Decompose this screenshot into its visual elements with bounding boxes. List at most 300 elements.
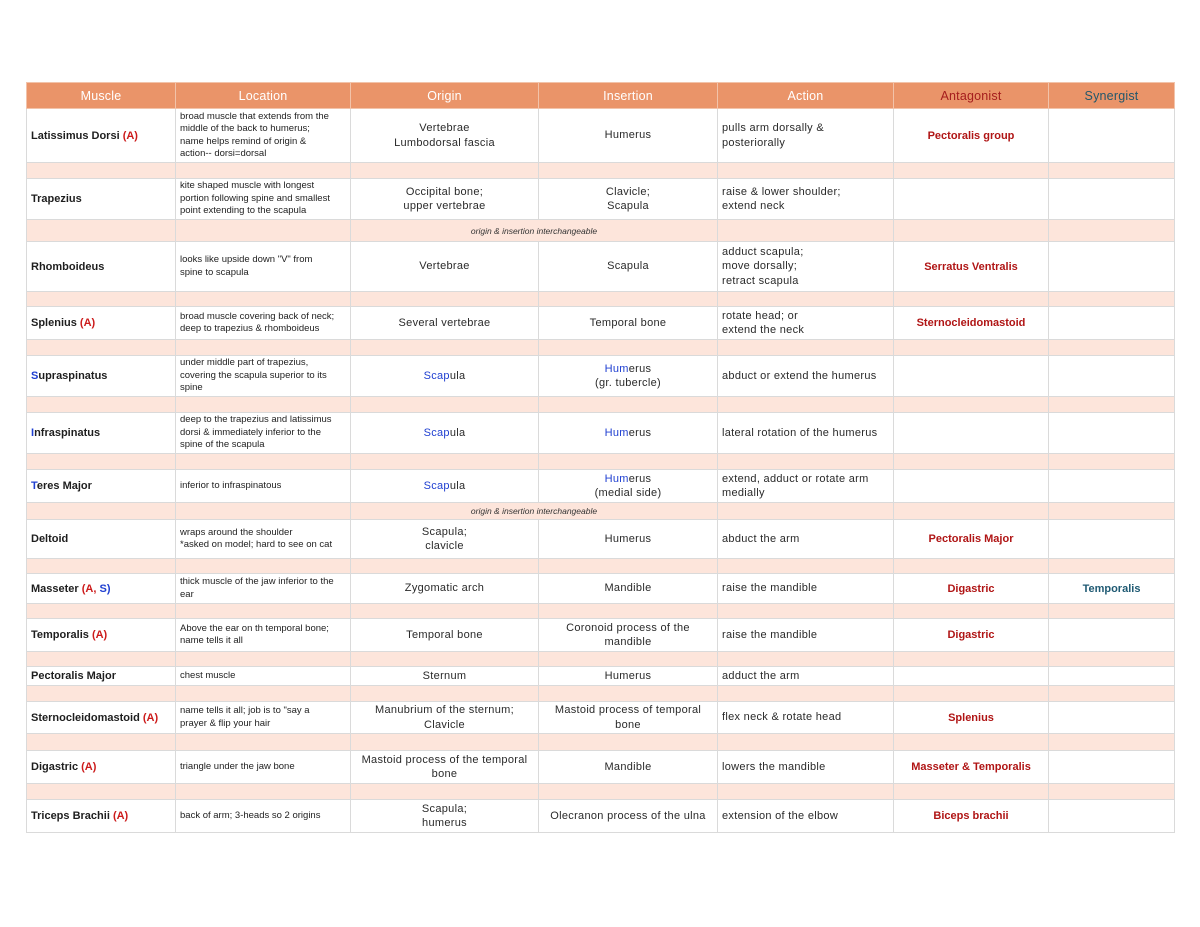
- spacer-cell: [894, 652, 1049, 667]
- muscle-table: [26, 82, 1175, 833]
- spacer-cell: [27, 604, 176, 619]
- origin-cell: [351, 574, 539, 604]
- muscle-highlight: I: [31, 427, 35, 439]
- action-text: abduct or extend the humerus: [722, 369, 877, 382]
- muscle-row: [27, 619, 1175, 652]
- muscle-row: [27, 574, 1175, 604]
- muscle-highlight: T: [31, 480, 37, 492]
- muscle-highlight: (A): [122, 129, 138, 142]
- spacer-cell: [1049, 163, 1175, 179]
- insertion-cell: [539, 242, 718, 292]
- spacer-cell: [176, 686, 351, 702]
- synergist-cell: [1049, 109, 1175, 163]
- location-text: under middle part of trapezius, covering the scapula superior to its spine: [180, 357, 327, 394]
- action-cell: [718, 702, 894, 734]
- origin-text: Mastoid process of the temporal bone: [361, 753, 528, 780]
- origin-cell: [351, 702, 539, 734]
- spacer-cell: [718, 340, 894, 356]
- location-cell: [176, 574, 351, 604]
- spacer-cell: [27, 292, 176, 307]
- antagonist-cell: [894, 470, 1049, 503]
- location-cell: [176, 619, 351, 652]
- location-cell: [176, 702, 351, 734]
- spacer-cell: [539, 734, 718, 751]
- spacer-cell: [351, 559, 539, 574]
- spacer-cell: [351, 604, 539, 619]
- interchangeable-note: origin & insertion interchangeable: [351, 220, 718, 242]
- action-cell: [718, 242, 894, 292]
- antagonist-cell: [894, 413, 1049, 454]
- origin-cell: [351, 356, 539, 397]
- spacer-cell: [718, 734, 894, 751]
- action-text: rotate head; or extend the neck: [722, 309, 805, 336]
- muscle-highlight: S): [99, 582, 111, 595]
- muscle-highlight: (A,: [81, 582, 100, 595]
- spacer-row: [27, 397, 1175, 413]
- insertion-text: Olecranon process of the ulna: [550, 809, 706, 822]
- spacer-cell: [351, 397, 539, 413]
- header-insertion: Insertion: [539, 83, 718, 109]
- muscle-text: nfraspinatus: [34, 427, 101, 439]
- synergist-cell: [1049, 520, 1175, 559]
- spacer-cell: [176, 163, 351, 179]
- insertion-text: Mandible: [604, 760, 652, 773]
- antagonist-cell: [894, 242, 1049, 292]
- muscle-row: [27, 667, 1175, 686]
- spacer-row: [27, 454, 1175, 470]
- origin-cell: [351, 307, 539, 340]
- spacer-cell: [894, 397, 1049, 413]
- location-cell: [176, 800, 351, 833]
- spacer-cell: [176, 652, 351, 667]
- synergist-cell: [1049, 307, 1175, 340]
- spacer-row: [27, 604, 1175, 619]
- origin-cell: [351, 751, 539, 784]
- location-text: chest muscle: [180, 669, 236, 681]
- spacer-row: [27, 734, 1175, 751]
- origin-cell: [351, 800, 539, 833]
- action-cell: [718, 413, 894, 454]
- spacer-cell: [27, 686, 176, 702]
- antagonist-text: Digastric: [947, 582, 995, 595]
- muscle-row: [27, 242, 1175, 292]
- insertion-text: Humerus: [604, 129, 652, 142]
- antagonist-cell: [894, 619, 1049, 652]
- antagonist-cell: [894, 667, 1049, 686]
- origin-cell: [351, 619, 539, 652]
- spacer-cell: [539, 454, 718, 470]
- location-text: broad muscle covering back of neck; deep to trapezius & rhomboideus: [180, 310, 335, 334]
- spacer-cell: [539, 163, 718, 179]
- antagonist-cell: [894, 800, 1049, 833]
- location-text: deep to the trapezius and latissimus dorsi & immediately inferior to the spine of the scapula: [180, 414, 332, 451]
- muscle-cell: [27, 242, 176, 292]
- location-cell: [176, 667, 351, 686]
- spacer-cell: [27, 340, 176, 356]
- spacer-cell: [718, 559, 894, 574]
- action-cell: [718, 619, 894, 652]
- action-cell: [718, 179, 894, 220]
- origin-text: Zygomatic arch: [404, 582, 485, 595]
- insertion-cell: [539, 413, 718, 454]
- action-text: adduct the arm: [722, 669, 800, 682]
- spacer-cell: [539, 397, 718, 413]
- spacer-cell: [718, 686, 894, 702]
- action-text: raise the mandible: [722, 582, 818, 595]
- spacer-cell: [539, 559, 718, 574]
- spacer-row: [27, 784, 1175, 800]
- insertion-cell: [539, 667, 718, 686]
- spacer-cell: [539, 604, 718, 619]
- antagonist-cell: [894, 356, 1049, 397]
- spacer-cell: [1049, 397, 1175, 413]
- spacer-cell: [176, 292, 351, 307]
- spacer-row: [27, 163, 1175, 179]
- location-cell: [176, 520, 351, 559]
- origin-text: ula: [449, 426, 466, 439]
- muscle-text: Temporalis: [31, 629, 92, 641]
- insertion-text: erus: [628, 426, 652, 439]
- spacer-row: [27, 559, 1175, 574]
- origin-text: Vertebrae: [419, 260, 470, 273]
- antagonist-cell: [894, 702, 1049, 734]
- antagonist-text: Pectoralis group: [927, 129, 1015, 142]
- muscle-text: Trapezius: [31, 193, 82, 205]
- interchangeable-note: origin & insertion interchangeable: [351, 503, 718, 520]
- spacer-cell: [718, 652, 894, 667]
- insertion-highlight: Hum: [604, 426, 629, 439]
- spacer-cell: [176, 340, 351, 356]
- location-text: back of arm; 3-heads so 2 origins: [180, 809, 321, 821]
- spacer-cell: [539, 652, 718, 667]
- spacer-cell: [718, 163, 894, 179]
- spacer-cell: [1049, 503, 1175, 520]
- spacer-cell: [351, 454, 539, 470]
- insertion-text: Coronoid process of the mandible: [566, 621, 690, 648]
- origin-text: ula: [449, 369, 466, 382]
- origin-cell: [351, 109, 539, 163]
- spacer-cell: [1049, 292, 1175, 307]
- muscle-text: eres Major: [36, 480, 92, 492]
- muscle-row: [27, 413, 1175, 454]
- spacer-cell: [894, 340, 1049, 356]
- location-text: wraps around the shoulder *asked on model; hard to see on cat: [180, 526, 333, 550]
- location-cell: [176, 751, 351, 784]
- spacer-row: [27, 652, 1175, 667]
- antagonist-cell: [894, 179, 1049, 220]
- action-cell: [718, 751, 894, 784]
- origin-text: Occipital bone; upper vertebrae: [403, 185, 486, 212]
- muscle-row: [27, 470, 1175, 503]
- location-text: looks like upside down "V" from spine to scapula: [180, 254, 313, 278]
- muscle-row: [27, 109, 1175, 163]
- action-text: abduct the arm: [722, 532, 800, 545]
- header-synergist: Synergist: [1049, 83, 1175, 109]
- origin-text: Manubrium of the sternum; Clavicle: [375, 704, 514, 731]
- muscle-text: Rhomboideus: [31, 260, 105, 273]
- origin-cell: [351, 413, 539, 454]
- antagonist-cell: [894, 574, 1049, 604]
- antagonist-cell: [894, 751, 1049, 784]
- synergist-cell: [1049, 470, 1175, 503]
- insertion-cell: [539, 109, 718, 163]
- muscle-cell: [27, 109, 176, 163]
- muscle-highlight: (A): [81, 761, 97, 773]
- spacer-cell: [894, 220, 1049, 242]
- muscle-text: Deltoid: [31, 533, 69, 545]
- spacer-row: [27, 292, 1175, 307]
- spacer-cell: [718, 454, 894, 470]
- muscle-highlight: (A): [79, 317, 96, 329]
- spacer-cell: [894, 734, 1049, 751]
- origin-cell: [351, 520, 539, 559]
- location-cell: [176, 307, 351, 340]
- action-cell: [718, 520, 894, 559]
- spacer-cell: [1049, 652, 1175, 667]
- spacer-cell: [1049, 340, 1175, 356]
- antagonist-text: Digastric: [947, 629, 995, 641]
- spacer-row: [27, 503, 1175, 520]
- insertion-cell: [539, 470, 718, 503]
- location-text: thick muscle of the jaw inferior to the ear: [180, 576, 334, 600]
- insertion-text: erus (gr. tubercle): [595, 362, 661, 389]
- spacer-cell: [539, 340, 718, 356]
- muscle-cell: [27, 179, 176, 220]
- header-origin: Origin: [351, 83, 539, 109]
- spacer-cell: [351, 686, 539, 702]
- muscle-row: [27, 751, 1175, 784]
- synergist-text: Temporalis: [1082, 582, 1141, 595]
- insertion-cell: [539, 356, 718, 397]
- action-text: extension of the elbow: [722, 809, 839, 822]
- antagonist-cell: [894, 109, 1049, 163]
- origin-text: ula: [449, 479, 466, 492]
- location-text: triangle under the jaw bone: [180, 760, 295, 772]
- origin-text: Several vertebrae: [398, 316, 491, 329]
- insertion-text: Mastoid process of temporal bone: [554, 704, 702, 731]
- spacer-row: [27, 220, 1175, 242]
- spacer-cell: [718, 292, 894, 307]
- spacer-cell: [1049, 604, 1175, 619]
- spacer-cell: [539, 784, 718, 800]
- location-text: inferior to infraspinatous: [180, 479, 282, 491]
- spacer-cell: [27, 397, 176, 413]
- muscle-cell: [27, 702, 176, 734]
- insertion-text: Humerus: [604, 669, 652, 682]
- spacer-cell: [351, 292, 539, 307]
- spacer-cell: [539, 292, 718, 307]
- insertion-highlight: Hum: [604, 472, 629, 485]
- muscle-cell: [27, 751, 176, 784]
- antagonist-cell: [894, 307, 1049, 340]
- spacer-cell: [894, 503, 1049, 520]
- insertion-cell: [539, 800, 718, 833]
- muscle-text: Digastric: [31, 761, 82, 773]
- muscle-text: Sternocleidomastoid: [31, 711, 143, 724]
- spacer-cell: [1049, 784, 1175, 800]
- origin-text: Sternum: [422, 669, 467, 682]
- origin-text: Scapula; clavicle: [421, 525, 468, 552]
- spacer-cell: [351, 652, 539, 667]
- spacer-cell: [176, 734, 351, 751]
- spacer-cell: [351, 340, 539, 356]
- muscle-text: Masseter: [31, 582, 82, 595]
- table-body: [27, 109, 1175, 833]
- muscle-row: [27, 702, 1175, 734]
- spacer-cell: [351, 163, 539, 179]
- insertion-cell: [539, 751, 718, 784]
- muscle-text: Splenius: [31, 317, 80, 329]
- spacer-cell: [176, 604, 351, 619]
- synergist-cell: [1049, 702, 1175, 734]
- spacer-cell: [27, 559, 176, 574]
- muscle-highlight: (A): [112, 810, 129, 822]
- muscle-row: [27, 307, 1175, 340]
- spacer-cell: [27, 734, 176, 751]
- location-cell: [176, 242, 351, 292]
- synergist-cell: [1049, 356, 1175, 397]
- origin-text: Scapula; humerus: [421, 802, 468, 829]
- spacer-cell: [1049, 686, 1175, 702]
- muscle-cell: [27, 307, 176, 340]
- antagonist-text: Biceps brachii: [933, 810, 1009, 822]
- spacer-cell: [894, 686, 1049, 702]
- synergist-cell: [1049, 667, 1175, 686]
- location-cell: [176, 413, 351, 454]
- location-cell: [176, 179, 351, 220]
- synergist-cell: [1049, 413, 1175, 454]
- insertion-text: Humerus: [604, 532, 652, 545]
- insertion-cell: [539, 307, 718, 340]
- spacer-cell: [894, 292, 1049, 307]
- muscle-cell: [27, 800, 176, 833]
- muscle-cell: [27, 356, 176, 397]
- insertion-text: Temporal bone: [589, 316, 667, 329]
- spacer-cell: [539, 686, 718, 702]
- action-cell: [718, 470, 894, 503]
- origin-cell: [351, 667, 539, 686]
- antagonist-text: Masseter & Temporalis: [911, 761, 1031, 773]
- spacer-cell: [894, 163, 1049, 179]
- spacer-cell: [27, 652, 176, 667]
- insertion-highlight: Hum: [604, 362, 629, 375]
- insertion-cell: [539, 619, 718, 652]
- muscle-text: Triceps Brachii: [31, 810, 113, 822]
- spacer-cell: [351, 784, 539, 800]
- location-cell: [176, 356, 351, 397]
- antagonist-text: Pectoralis Major: [928, 533, 1014, 545]
- muscle-row: [27, 800, 1175, 833]
- muscle-text: upraspinatus: [38, 370, 108, 382]
- muscle-highlight: (A): [91, 629, 108, 641]
- muscle-text: Pectoralis Major: [31, 670, 116, 682]
- origin-cell: [351, 179, 539, 220]
- muscle-cell: [27, 667, 176, 686]
- synergist-cell: [1049, 800, 1175, 833]
- action-text: lateral rotation of the humerus: [722, 426, 878, 439]
- location-text: name tells it all; job is to "say a prayer & flip your hair: [180, 705, 310, 729]
- muscle-cell: [27, 470, 176, 503]
- spacer-cell: [27, 503, 176, 520]
- action-text: flex neck & rotate head: [722, 711, 842, 724]
- action-cell: [718, 109, 894, 163]
- header-antagonist: Antagonist: [894, 83, 1049, 109]
- synergist-cell: [1049, 619, 1175, 652]
- spacer-cell: [27, 454, 176, 470]
- antagonist-text: Serratus Ventralis: [924, 260, 1018, 273]
- muscle-row: [27, 179, 1175, 220]
- spacer-cell: [176, 559, 351, 574]
- muscle-cell: [27, 574, 176, 604]
- action-text: raise the mandible: [722, 628, 818, 641]
- location-text: Above the ear on th temporal bone; name tells it all: [180, 622, 329, 646]
- table-header: [27, 83, 1175, 109]
- insertion-cell: [539, 702, 718, 734]
- action-text: pulls arm dorsally & posteriorally: [722, 122, 824, 149]
- action-text: extend, adduct or rotate arm medially: [722, 472, 869, 499]
- muscle-cell: [27, 413, 176, 454]
- origin-highlight: Scap: [423, 369, 450, 382]
- spacer-cell: [718, 503, 894, 520]
- muscle-row: [27, 520, 1175, 559]
- spacer-cell: [176, 784, 351, 800]
- synergist-cell: [1049, 574, 1175, 604]
- location-text: broad muscle that extends from the middle of the back to humerus; name helps remind of origin & action-- dorsi=dorsal: [180, 110, 329, 159]
- location-cell: [176, 470, 351, 503]
- origin-highlight: Scap: [423, 426, 450, 439]
- origin-highlight: Scap: [423, 479, 450, 492]
- spacer-cell: [894, 454, 1049, 470]
- header-action: Action: [718, 83, 894, 109]
- action-text: raise & lower shoulder; extend neck: [722, 185, 841, 212]
- header-row: [27, 83, 1175, 109]
- action-cell: [718, 800, 894, 833]
- muscle-row: [27, 356, 1175, 397]
- spacer-cell: [718, 604, 894, 619]
- muscle-highlight: S: [31, 370, 39, 382]
- antagonist-cell: [894, 520, 1049, 559]
- spacer-cell: [894, 784, 1049, 800]
- insertion-cell: [539, 179, 718, 220]
- spacer-cell: [718, 397, 894, 413]
- spacer-cell: [1049, 559, 1175, 574]
- antagonist-text: Splenius: [948, 711, 994, 724]
- origin-text: Temporal bone: [406, 628, 483, 641]
- spacer-cell: [894, 604, 1049, 619]
- header-location: Location: [176, 83, 351, 109]
- insertion-text: Clavicle; Scapula: [605, 185, 651, 212]
- spacer-cell: [176, 503, 351, 520]
- insertion-text: erus (medial side): [594, 472, 662, 499]
- spacer-row: [27, 340, 1175, 356]
- origin-cell: [351, 242, 539, 292]
- origin-text: Vertebrae Lumbodorsal fascia: [394, 122, 495, 149]
- action-cell: [718, 356, 894, 397]
- synergist-cell: [1049, 751, 1175, 784]
- spacer-cell: [176, 220, 351, 242]
- location-text: kite shaped muscle with longest portion following spine and smallest point extending to the scapula: [180, 180, 330, 217]
- action-cell: [718, 574, 894, 604]
- action-cell: [718, 667, 894, 686]
- muscle-highlight: (A): [142, 711, 159, 724]
- header-muscle: Muscle: [27, 83, 176, 109]
- spacer-cell: [27, 220, 176, 242]
- origin-cell: [351, 470, 539, 503]
- spacer-cell: [1049, 220, 1175, 242]
- location-cell: [176, 109, 351, 163]
- synergist-cell: [1049, 242, 1175, 292]
- spacer-row: [27, 686, 1175, 702]
